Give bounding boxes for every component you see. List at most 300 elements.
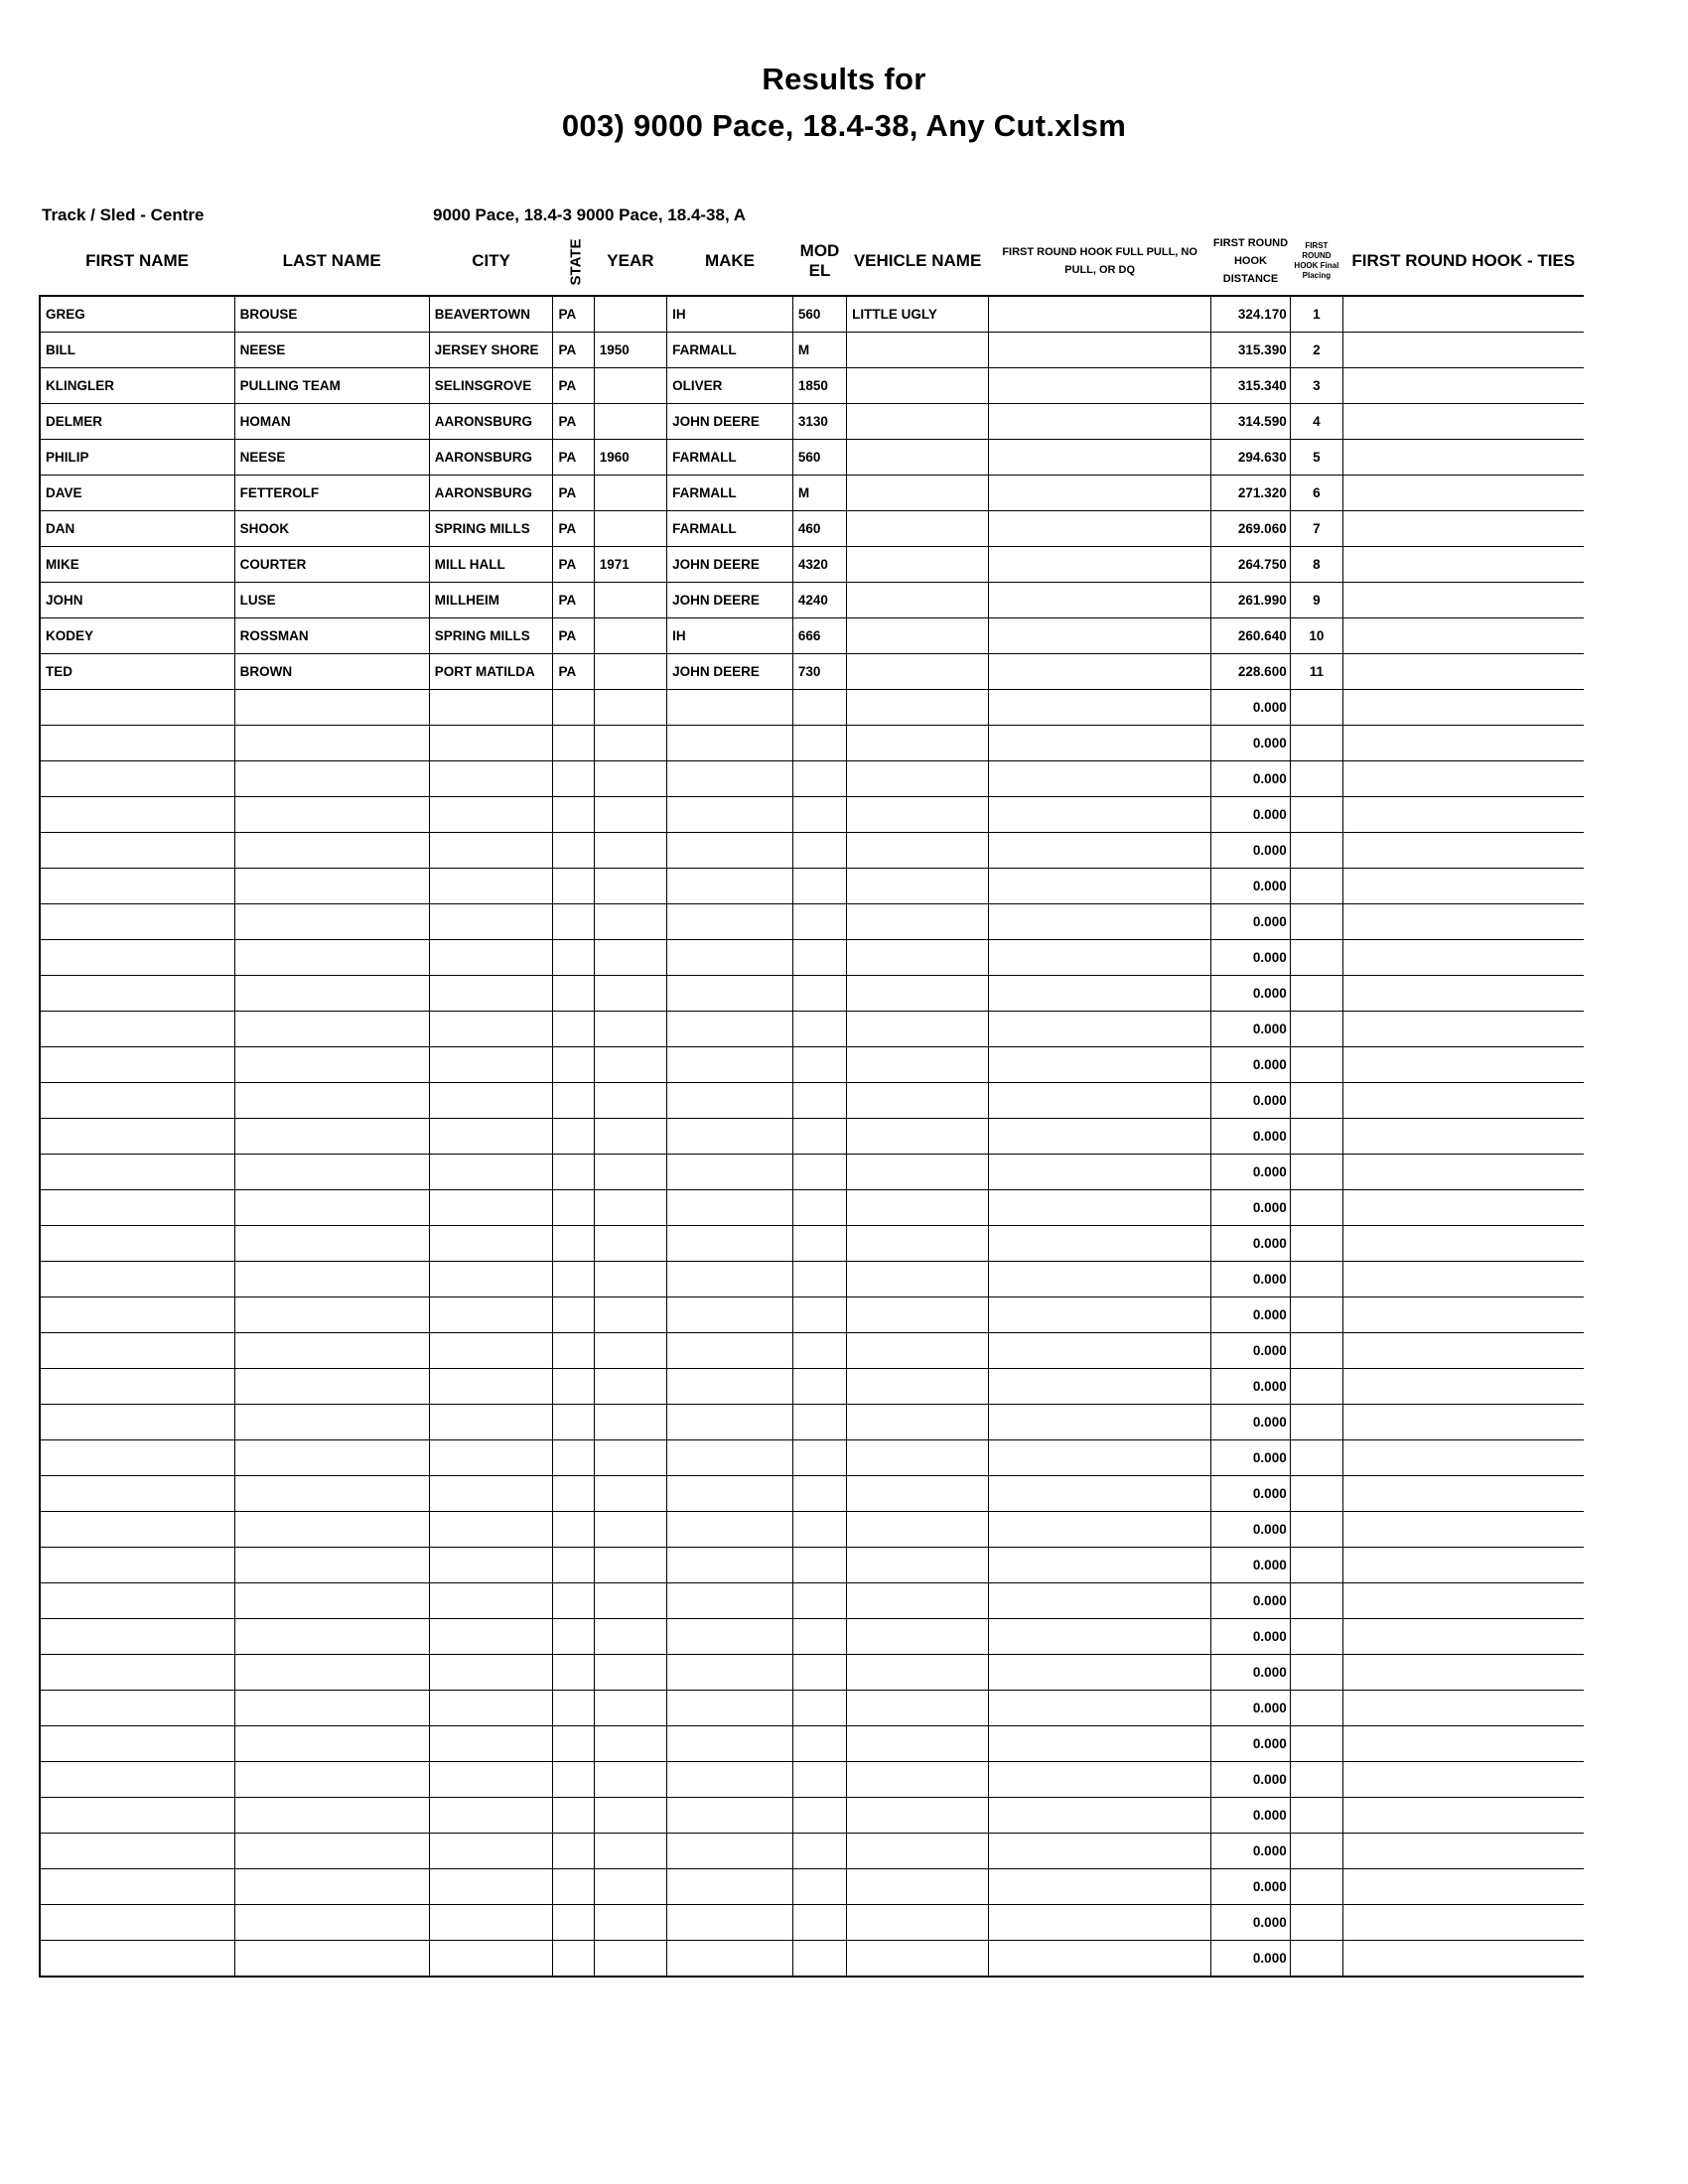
cell-hook-distance: 0.000 [1211,726,1290,761]
cell-vehicle-name [847,440,989,476]
cell-hook-status [988,1297,1210,1333]
cell-vehicle-name [847,1512,989,1548]
cell-last-name: COURTER [234,547,429,583]
cell-hook-status [988,1333,1210,1369]
results-body [40,296,1584,1977]
cell-last-name [234,1262,429,1297]
cell-make: FARMALL [667,511,793,547]
cell-city [429,1583,553,1619]
cell-first-name [40,940,234,976]
col-final-placing: FIRST ROUND HOOK Final Placing [1290,227,1342,296]
cell-final-placing [1290,1512,1342,1548]
cell-state [553,1834,594,1869]
table-row [40,1798,1584,1834]
cell-final-placing: 5 [1290,440,1342,476]
cell-hook-status [988,1905,1210,1941]
cell-vehicle-name [847,511,989,547]
cell-vehicle-name [847,1941,989,1978]
cell-final-placing [1290,1762,1342,1798]
cell-vehicle-name [847,1440,989,1476]
cell-state [553,1619,594,1655]
cell-year [594,833,666,869]
col-hook-status: FIRST ROUND HOOK FULL PULL, NO PULL, OR DQ [988,227,1210,296]
cell-hook-status [988,368,1210,404]
cell-last-name [234,1905,429,1941]
cell-state [553,940,594,976]
cell-make [667,1941,793,1978]
cell-make [667,1190,793,1226]
cell-vehicle-name [847,1726,989,1762]
table-header-row [40,227,1584,296]
cell-model [792,1155,846,1190]
cell-first-name [40,1262,234,1297]
cell-year [594,1798,666,1834]
cell-hook-distance: 228.600 [1211,654,1290,690]
cell-year [594,368,666,404]
cell-year: 1960 [594,440,666,476]
cell-vehicle-name [847,940,989,976]
cell-hook-distance: 269.060 [1211,511,1290,547]
table-row [40,511,1584,547]
cell-ties [1343,333,1584,368]
cell-ties [1343,1262,1584,1297]
table-row [40,1119,1584,1155]
cell-state [553,833,594,869]
cell-hook-distance: 315.340 [1211,368,1290,404]
cell-model [792,1190,846,1226]
cell-year [594,618,666,654]
cell-model [792,761,846,797]
cell-last-name [234,869,429,904]
cell-state [553,1869,594,1905]
cell-final-placing [1290,1226,1342,1262]
cell-first-name [40,1226,234,1262]
table-row [40,976,1584,1012]
table-row [40,333,1584,368]
cell-hook-status [988,476,1210,511]
cell-model [792,1834,846,1869]
cell-make: FARMALL [667,333,793,368]
cell-model: 666 [792,618,846,654]
table-row [40,1262,1584,1297]
cell-vehicle-name [847,761,989,797]
cell-city [429,869,553,904]
cell-hook-distance: 0.000 [1211,1047,1290,1083]
cell-ties [1343,440,1584,476]
cell-ties [1343,583,1584,618]
cell-last-name [234,1476,429,1512]
cell-model: 560 [792,440,846,476]
cell-final-placing [1290,1869,1342,1905]
cell-city [429,1155,553,1190]
cell-model [792,1512,846,1548]
cell-first-name: BILL [40,333,234,368]
cell-city: MILLHEIM [429,583,553,618]
cell-last-name [234,1655,429,1691]
cell-first-name [40,1297,234,1333]
cell-year [594,1012,666,1047]
cell-ties [1343,1190,1584,1226]
cell-last-name [234,1512,429,1548]
cell-first-name: DELMER [40,404,234,440]
cell-last-name: SHOOK [234,511,429,547]
cell-hook-distance: 0.000 [1211,1262,1290,1297]
cell-make [667,869,793,904]
cell-hook-distance: 315.390 [1211,333,1290,368]
cell-vehicle-name [847,1869,989,1905]
cell-state [553,1440,594,1476]
cell-model: 730 [792,654,846,690]
cell-model [792,1619,846,1655]
cell-city [429,726,553,761]
cell-hook-distance: 264.750 [1211,547,1290,583]
cell-vehicle-name: LITTLE UGLY [847,296,989,333]
cell-last-name [234,1691,429,1726]
cell-city [429,1798,553,1834]
cell-hook-status [988,761,1210,797]
cell-hook-status [988,1834,1210,1869]
cell-vehicle-name [847,904,989,940]
table-row [40,1655,1584,1691]
cell-first-name: DAVE [40,476,234,511]
cell-hook-status [988,1869,1210,1905]
table-row [40,547,1584,583]
cell-make [667,1405,793,1440]
cell-hook-distance: 0.000 [1211,1405,1290,1440]
cell-hook-distance: 0.000 [1211,1726,1290,1762]
cell-last-name [234,1119,429,1155]
table-row [40,296,1584,333]
cell-first-name [40,1333,234,1369]
cell-model [792,1583,846,1619]
cell-city [429,904,553,940]
cell-last-name [234,797,429,833]
cell-last-name [234,1012,429,1047]
cell-make [667,1440,793,1476]
cell-city: SPRING MILLS [429,511,553,547]
cell-make [667,726,793,761]
cell-hook-distance: 0.000 [1211,1834,1290,1869]
cell-state [553,726,594,761]
col-last-name: LAST NAME [234,227,429,296]
cell-last-name [234,1190,429,1226]
cell-city [429,1119,553,1155]
cell-model: M [792,476,846,511]
cell-state [553,1012,594,1047]
cell-model: 560 [792,296,846,333]
cell-model [792,1119,846,1155]
cell-city [429,1512,553,1548]
cell-ties [1343,1655,1584,1691]
cell-model [792,1440,846,1476]
cell-first-name [40,1155,234,1190]
cell-model [792,940,846,976]
cell-year [594,296,666,333]
cell-make [667,1226,793,1262]
cell-year [594,1869,666,1905]
cell-city: MILL HALL [429,547,553,583]
table-row [40,690,1584,726]
col-year: YEAR [594,227,666,296]
cell-first-name: MIKE [40,547,234,583]
cell-hook-distance: 0.000 [1211,1619,1290,1655]
cell-state [553,1941,594,1978]
cell-hook-status [988,1583,1210,1619]
table-row [40,726,1584,761]
cell-vehicle-name [847,1369,989,1405]
cell-hook-status [988,726,1210,761]
col-first-name: FIRST NAME [40,227,234,296]
cell-ties [1343,1798,1584,1834]
cell-make [667,1869,793,1905]
cell-city [429,1619,553,1655]
cell-state: PA [553,296,594,333]
cell-state [553,1119,594,1155]
cell-model [792,1762,846,1798]
cell-year [594,1762,666,1798]
cell-city: PORT MATILDA [429,654,553,690]
cell-vehicle-name [847,547,989,583]
cell-final-placing: 4 [1290,404,1342,440]
table-row [40,1297,1584,1333]
cell-hook-distance: 0.000 [1211,1440,1290,1476]
cell-last-name: BROUSE [234,296,429,333]
cell-city [429,1297,553,1333]
cell-first-name: PHILIP [40,440,234,476]
cell-ties [1343,296,1584,333]
cell-first-name [40,1512,234,1548]
table-row [40,1405,1584,1440]
cell-final-placing [1290,1476,1342,1512]
cell-year [594,690,666,726]
cell-first-name [40,904,234,940]
cell-vehicle-name [847,1226,989,1262]
cell-make [667,833,793,869]
cell-ties [1343,761,1584,797]
cell-final-placing: 6 [1290,476,1342,511]
cell-hook-status [988,654,1210,690]
cell-hook-distance: 0.000 [1211,797,1290,833]
cell-final-placing [1290,761,1342,797]
table-row [40,368,1584,404]
cell-ties [1343,1297,1584,1333]
cell-last-name [234,833,429,869]
cell-first-name [40,1012,234,1047]
cell-ties [1343,690,1584,726]
cell-make [667,761,793,797]
cell-vehicle-name [847,1333,989,1369]
cell-vehicle-name [847,869,989,904]
cell-state [553,1297,594,1333]
cell-vehicle-name [847,1047,989,1083]
cell-final-placing [1290,1012,1342,1047]
cell-ties [1343,976,1584,1012]
cell-hook-status [988,1012,1210,1047]
cell-hook-distance: 0.000 [1211,1155,1290,1190]
cell-final-placing [1290,1047,1342,1083]
cell-state [553,1226,594,1262]
cell-vehicle-name [847,1548,989,1583]
cell-year [594,1297,666,1333]
cell-make [667,1619,793,1655]
cell-first-name [40,726,234,761]
cell-make: JOHN DEERE [667,404,793,440]
col-hook-distance: FIRST ROUND HOOK DISTANCE [1211,227,1290,296]
cell-make: FARMALL [667,440,793,476]
cell-hook-status [988,690,1210,726]
cell-final-placing [1290,1440,1342,1476]
cell-ties [1343,476,1584,511]
cell-hook-status [988,583,1210,618]
cell-first-name [40,1762,234,1798]
cell-city [429,1440,553,1476]
cell-model: 4320 [792,547,846,583]
cell-first-name [40,1369,234,1405]
cell-final-placing [1290,1190,1342,1226]
cell-first-name: GREG [40,296,234,333]
cell-hook-distance: 261.990 [1211,583,1290,618]
cell-year [594,1047,666,1083]
cell-hook-distance: 271.320 [1211,476,1290,511]
cell-city [429,797,553,833]
table-row [40,904,1584,940]
cell-ties [1343,1691,1584,1726]
cell-model [792,1369,846,1405]
cell-hook-status [988,1047,1210,1083]
cell-vehicle-name [847,1762,989,1798]
cell-city [429,1869,553,1905]
cell-state [553,869,594,904]
cell-model: 4240 [792,583,846,618]
cell-final-placing [1290,726,1342,761]
cell-model [792,1941,846,1978]
cell-hook-status [988,1190,1210,1226]
cell-hook-distance: 0.000 [1211,1083,1290,1119]
cell-model [792,1333,846,1369]
cell-year [594,1119,666,1155]
table-row [40,440,1584,476]
cell-model [792,1548,846,1583]
col-model: MOD EL [792,227,846,296]
cell-model [792,1798,846,1834]
cell-ties [1343,547,1584,583]
cell-hook-status [988,511,1210,547]
table-row [40,1476,1584,1512]
cell-first-name [40,1941,234,1978]
cell-hook-distance: 0.000 [1211,904,1290,940]
cell-final-placing [1290,1726,1342,1762]
cell-first-name [40,1190,234,1226]
col-city: CITY [429,227,553,296]
cell-year [594,1834,666,1869]
cell-final-placing: 3 [1290,368,1342,404]
cell-vehicle-name [847,404,989,440]
cell-city: JERSEY SHORE [429,333,553,368]
table-row [40,1047,1584,1083]
table-row [40,1083,1584,1119]
cell-first-name [40,1798,234,1834]
cell-make [667,1083,793,1119]
cell-make [667,940,793,976]
cell-year [594,1262,666,1297]
table-row [40,797,1584,833]
cell-vehicle-name [847,1798,989,1834]
cell-make: JOHN DEERE [667,654,793,690]
cell-hook-status [988,1512,1210,1548]
cell-hook-status [988,1155,1210,1190]
cell-hook-distance: 0.000 [1211,1869,1290,1905]
cell-last-name [234,1762,429,1798]
cell-ties [1343,1476,1584,1512]
cell-make: OLIVER [667,368,793,404]
cell-hook-distance: 0.000 [1211,940,1290,976]
cell-final-placing [1290,1262,1342,1297]
cell-make: FARMALL [667,476,793,511]
cell-hook-status [988,1548,1210,1583]
cell-make [667,1297,793,1333]
cell-vehicle-name [847,1405,989,1440]
cell-vehicle-name [847,654,989,690]
cell-first-name [40,1869,234,1905]
cell-model [792,1262,846,1297]
cell-state [553,797,594,833]
cell-hook-status [988,1726,1210,1762]
cell-make [667,1834,793,1869]
cell-hook-status [988,333,1210,368]
cell-city [429,833,553,869]
cell-make [667,1762,793,1798]
cell-year [594,976,666,1012]
cell-final-placing [1290,1941,1342,1978]
cell-ties [1343,1512,1584,1548]
cell-vehicle-name [847,1119,989,1155]
cell-last-name [234,1405,429,1440]
cell-state: PA [553,476,594,511]
cell-hook-distance: 294.630 [1211,440,1290,476]
cell-first-name [40,1440,234,1476]
cell-final-placing [1290,940,1342,976]
cell-year [594,761,666,797]
cell-vehicle-name [847,1297,989,1333]
cell-city [429,1012,553,1047]
table-row [40,1941,1584,1978]
cell-state: PA [553,618,594,654]
cell-make: IH [667,618,793,654]
cell-hook-distance: 324.170 [1211,296,1290,333]
cell-last-name [234,1083,429,1119]
cell-make [667,1476,793,1512]
cell-year [594,476,666,511]
table-row [40,1905,1584,1941]
cell-vehicle-name [847,333,989,368]
cell-last-name: NEESE [234,440,429,476]
cell-vehicle-name [847,1190,989,1226]
cell-vehicle-name [847,1619,989,1655]
cell-last-name [234,1548,429,1583]
cell-hook-distance: 0.000 [1211,1941,1290,1978]
cell-ties [1343,368,1584,404]
cell-first-name [40,1655,234,1691]
cell-final-placing [1290,976,1342,1012]
cell-city [429,1762,553,1798]
cell-model [792,1869,846,1905]
cell-year [594,1512,666,1548]
cell-city [429,761,553,797]
cell-year [594,1655,666,1691]
cell-last-name [234,1297,429,1333]
cell-model: 1850 [792,368,846,404]
cell-state [553,976,594,1012]
